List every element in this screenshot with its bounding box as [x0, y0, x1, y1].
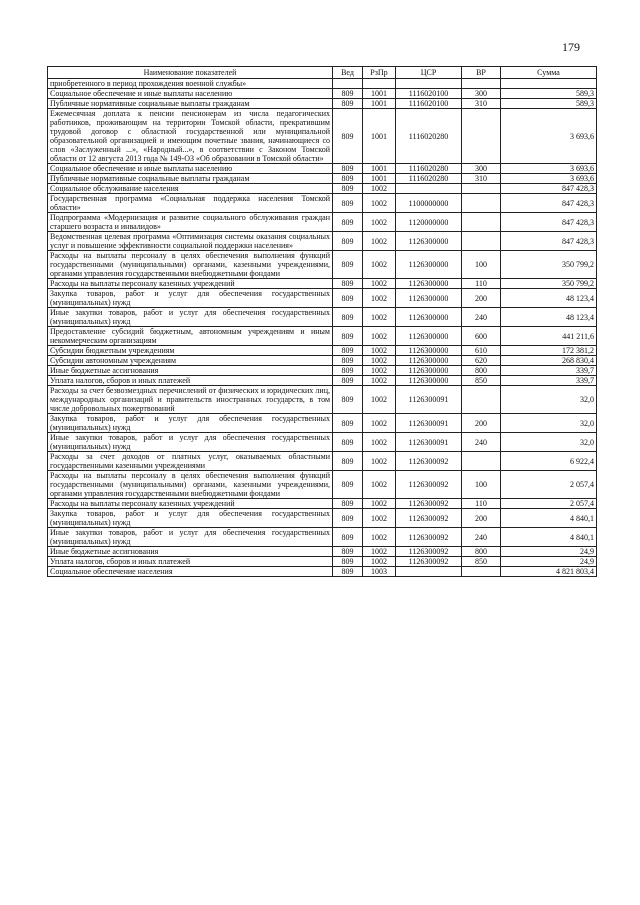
- cell-rzpr: 1002: [363, 289, 396, 308]
- cell-name: Расходы на выплаты персоналу казенных учреждений: [48, 499, 333, 509]
- table-row: [48, 174, 597, 184]
- cell-ved: 809: [333, 386, 363, 414]
- cell-csr: 1126300092: [396, 528, 462, 547]
- cell-ved: 809: [333, 164, 363, 174]
- cell-name: приобретенного в период прохождения военной службы»: [48, 79, 333, 89]
- cell-vr: 100: [462, 251, 501, 279]
- cell-csr: 1116020100: [396, 89, 462, 99]
- cell-ved: 809: [333, 89, 363, 99]
- cell-ved: 809: [333, 346, 363, 356]
- cell-rzpr: 1002: [363, 386, 396, 414]
- cell-csr: 1126300000: [396, 232, 462, 251]
- cell-vr: 240: [462, 433, 501, 452]
- cell-rzpr: 1002: [363, 366, 396, 376]
- cell-sum: 350 799,2: [501, 279, 597, 289]
- table-row: [48, 232, 597, 251]
- cell-ved: 809: [333, 557, 363, 567]
- cell-ved: 809: [333, 109, 363, 164]
- cell-rzpr: 1002: [363, 509, 396, 528]
- cell-csr: 1126300000: [396, 376, 462, 386]
- cell-name: Расходы на выплаты персоналу в целях обеспечения выполнения функций государственными (муниципальными) органами, казенными учреждениями, органами управления государственными внебюджетными фондами: [48, 471, 333, 499]
- cell-vr: 600: [462, 327, 501, 346]
- cell-rzpr: 1002: [363, 433, 396, 452]
- table-row: [48, 557, 597, 567]
- cell-rzpr: 1001: [363, 99, 396, 109]
- table-row: [48, 433, 597, 452]
- cell-rzpr: 1001: [363, 109, 396, 164]
- table-row: [48, 499, 597, 509]
- cell-sum: 847 428,3: [501, 184, 597, 194]
- cell-name: Уплата налогов, сборов и иных платежей: [48, 557, 333, 567]
- cell-csr: 1126300092: [396, 509, 462, 528]
- cell-csr: 1100000000: [396, 194, 462, 213]
- cell-csr: [396, 79, 462, 89]
- cell-csr: 1126300000: [396, 346, 462, 356]
- cell-csr: [396, 184, 462, 194]
- cell-vr: [462, 567, 501, 577]
- cell-name: Публичные нормативные социальные выплаты гражданам: [48, 99, 333, 109]
- table-row: [48, 213, 597, 232]
- cell-rzpr: 1002: [363, 327, 396, 346]
- cell-ved: 809: [333, 547, 363, 557]
- cell-name: Социальное обеспечение населения: [48, 567, 333, 577]
- cell-csr: 1126300000: [396, 279, 462, 289]
- cell-ved: 809: [333, 452, 363, 471]
- cell-rzpr: 1002: [363, 471, 396, 499]
- cell-ved: 809: [333, 356, 363, 366]
- cell-vr: 200: [462, 509, 501, 528]
- cell-sum: 3 693,6: [501, 164, 597, 174]
- cell-vr: 300: [462, 89, 501, 99]
- cell-name: Социальное обслуживание населения: [48, 184, 333, 194]
- cell-ved: 809: [333, 327, 363, 346]
- table-row: [48, 452, 597, 471]
- cell-ved: 809: [333, 279, 363, 289]
- table-row: [48, 79, 597, 89]
- cell-rzpr: 1001: [363, 164, 396, 174]
- cell-name: Иные закупки товаров, работ и услуг для обеспечения государственных (муниципальных) нужд: [48, 528, 333, 547]
- cell-rzpr: 1003: [363, 567, 396, 577]
- table-row: [48, 327, 597, 346]
- cell-name: Иные закупки товаров, работ и услуг для обеспечения государственных (муниципальных) нужд: [48, 308, 333, 327]
- cell-ved: 809: [333, 376, 363, 386]
- cell-name: Расходы за счет доходов от платных услуг, оказываемых областными государственными казенными учреждениями: [48, 452, 333, 471]
- cell-rzpr: 1001: [363, 174, 396, 184]
- cell-sum: 847 428,3: [501, 194, 597, 213]
- cell-sum: 32,0: [501, 433, 597, 452]
- table-row: [48, 567, 597, 577]
- cell-name: Предоставление субсидий бюджетным, автономным учреждениям и иным некоммерческим организациям: [48, 327, 333, 346]
- cell-sum: 847 428,3: [501, 213, 597, 232]
- table-row: [48, 509, 597, 528]
- table-row: [48, 346, 597, 356]
- table-row: [48, 109, 597, 164]
- table-header-row: [48, 67, 597, 79]
- cell-ved: 809: [333, 289, 363, 308]
- cell-sum: 268 830,4: [501, 356, 597, 366]
- cell-rzpr: 1002: [363, 414, 396, 433]
- cell-sum: [501, 79, 597, 89]
- cell-vr: 110: [462, 499, 501, 509]
- cell-vr: 310: [462, 174, 501, 184]
- table-row: [48, 279, 597, 289]
- cell-rzpr: [363, 79, 396, 89]
- cell-sum: 48 123,4: [501, 289, 597, 308]
- cell-sum: 339,7: [501, 376, 597, 386]
- cell-name: Субсидии автономным учреждениям: [48, 356, 333, 366]
- cell-sum: 339,7: [501, 366, 597, 376]
- cell-name: Закупка товаров, работ и услуг для обеспечения государственных (муниципальных) нужд: [48, 289, 333, 308]
- cell-name: Социальное обеспечение и иные выплаты населению: [48, 164, 333, 174]
- cell-rzpr: 1001: [363, 89, 396, 99]
- cell-sum: 2 057,4: [501, 499, 597, 509]
- cell-sum: 24,9: [501, 547, 597, 557]
- cell-vr: [462, 232, 501, 251]
- cell-name: Иные бюджетные ассигнования: [48, 366, 333, 376]
- cell-vr: 200: [462, 414, 501, 433]
- cell-rzpr: 1002: [363, 279, 396, 289]
- cell-rzpr: 1002: [363, 452, 396, 471]
- cell-csr: 1126300000: [396, 308, 462, 327]
- table-row: [48, 414, 597, 433]
- cell-csr: 1126300091: [396, 386, 462, 414]
- cell-ved: 809: [333, 366, 363, 376]
- cell-name: Ежемесячная доплата к пенсии пенсионерам из числа педагогических работников, проживающим на территории Томской области, прекратившим трудовой договор с областной государственной или муниципальной образовательной организацией и имеющим почетные звания, начинающиеся со слов «Заслуженный ...», «Народный...», в соответствии с Законом Томской области от 12 августа 2013 года № 149-ОЗ «Об образовании в Томской области»: [48, 109, 333, 164]
- table-row: [48, 356, 597, 366]
- cell-sum: 6 922,4: [501, 452, 597, 471]
- cell-vr: [462, 386, 501, 414]
- table-row: [48, 89, 597, 99]
- cell-vr: [462, 194, 501, 213]
- cell-vr: 300: [462, 164, 501, 174]
- cell-sum: 3 693,6: [501, 109, 597, 164]
- cell-ved: 809: [333, 251, 363, 279]
- cell-vr: 610: [462, 346, 501, 356]
- cell-vr: [462, 213, 501, 232]
- cell-ved: 809: [333, 471, 363, 499]
- cell-vr: [462, 109, 501, 164]
- table-row: [48, 386, 597, 414]
- cell-sum: 4 821 803,4: [501, 567, 597, 577]
- cell-rzpr: 1002: [363, 547, 396, 557]
- header-ved: Вед: [333, 67, 363, 79]
- header-sum: Сумма: [501, 67, 597, 79]
- cell-sum: 847 428,3: [501, 232, 597, 251]
- table-row: [48, 194, 597, 213]
- cell-sum: 24,9: [501, 557, 597, 567]
- cell-sum: 32,0: [501, 414, 597, 433]
- cell-name: Закупка товаров, работ и услуг для обеспечения государственных (муниципальных) нужд: [48, 509, 333, 528]
- cell-csr: 1126300000: [396, 327, 462, 346]
- table-row: [48, 376, 597, 386]
- cell-sum: 2 057,4: [501, 471, 597, 499]
- cell-csr: 1126300092: [396, 547, 462, 557]
- table-row: [48, 547, 597, 557]
- cell-csr: 1120000000: [396, 213, 462, 232]
- table-row: [48, 99, 597, 109]
- cell-vr: 310: [462, 99, 501, 109]
- cell-sum: 3 693,6: [501, 174, 597, 184]
- cell-rzpr: 1002: [363, 308, 396, 327]
- cell-vr: 800: [462, 366, 501, 376]
- cell-vr: 100: [462, 471, 501, 499]
- header-csr: ЦСР: [396, 67, 462, 79]
- cell-sum: 48 123,4: [501, 308, 597, 327]
- cell-ved: 809: [333, 499, 363, 509]
- cell-rzpr: 1002: [363, 346, 396, 356]
- cell-ved: 809: [333, 509, 363, 528]
- cell-ved: 809: [333, 414, 363, 433]
- cell-ved: 809: [333, 194, 363, 213]
- table-row: [48, 366, 597, 376]
- table-row: [48, 308, 597, 327]
- cell-rzpr: 1002: [363, 499, 396, 509]
- cell-csr: 1116020280: [396, 174, 462, 184]
- cell-name: Государственная программа «Социальная поддержка населения Томской области»: [48, 194, 333, 213]
- cell-csr: [396, 567, 462, 577]
- cell-sum: 441 211,6: [501, 327, 597, 346]
- cell-ved: [333, 79, 363, 89]
- table-row: [48, 289, 597, 308]
- table-row: [48, 251, 597, 279]
- cell-csr: 1126300000: [396, 251, 462, 279]
- cell-csr: 1116020280: [396, 109, 462, 164]
- table-row: [48, 164, 597, 174]
- header-rzpr: РзПр: [363, 67, 396, 79]
- cell-vr: 240: [462, 308, 501, 327]
- cell-csr: 1126300091: [396, 414, 462, 433]
- cell-name: Публичные нормативные социальные выплаты гражданам: [48, 174, 333, 184]
- cell-csr: 1126300000: [396, 356, 462, 366]
- cell-vr: [462, 184, 501, 194]
- cell-csr: 1126300000: [396, 289, 462, 308]
- cell-vr: 200: [462, 289, 501, 308]
- cell-csr: 1126300092: [396, 499, 462, 509]
- cell-csr: 1126300092: [396, 471, 462, 499]
- cell-name: Уплата налогов, сборов и иных платежей: [48, 376, 333, 386]
- cell-vr: 800: [462, 547, 501, 557]
- cell-sum: 589,3: [501, 99, 597, 109]
- cell-name: Расходы на выплаты персоналу казенных учреждений: [48, 279, 333, 289]
- cell-rzpr: 1002: [363, 213, 396, 232]
- table-row: [48, 184, 597, 194]
- cell-sum: 589,3: [501, 89, 597, 99]
- cell-ved: 809: [333, 232, 363, 251]
- cell-rzpr: 1002: [363, 356, 396, 366]
- cell-rzpr: 1002: [363, 251, 396, 279]
- cell-name: Закупка товаров, работ и услуг для обеспечения государственных (муниципальных) нужд: [48, 414, 333, 433]
- cell-sum: 4 840,1: [501, 528, 597, 547]
- cell-csr: 1126300092: [396, 452, 462, 471]
- cell-vr: 240: [462, 528, 501, 547]
- cell-vr: 620: [462, 356, 501, 366]
- cell-csr: 1126300092: [396, 557, 462, 567]
- cell-rzpr: 1002: [363, 232, 396, 251]
- cell-rzpr: 1002: [363, 184, 396, 194]
- cell-vr: [462, 452, 501, 471]
- cell-name: Субсидии бюджетным учреждениям: [48, 346, 333, 356]
- cell-rzpr: 1002: [363, 376, 396, 386]
- page-number: 179: [562, 40, 580, 54]
- cell-rzpr: 1002: [363, 557, 396, 567]
- cell-ved: 809: [333, 184, 363, 194]
- cell-name: Социальное обеспечение и иные выплаты населению: [48, 89, 333, 99]
- cell-csr: 1116020280: [396, 164, 462, 174]
- cell-vr: [462, 79, 501, 89]
- cell-rzpr: 1002: [363, 528, 396, 547]
- cell-sum: 32,0: [501, 386, 597, 414]
- cell-vr: 110: [462, 279, 501, 289]
- cell-sum: 4 840,1: [501, 509, 597, 528]
- cell-ved: 809: [333, 213, 363, 232]
- cell-vr: 850: [462, 557, 501, 567]
- cell-ved: 809: [333, 174, 363, 184]
- cell-name: Расходы на выплаты персоналу в целях обеспечения выполнения функций государственными (муниципальными) органами, казенными учреждениями, органами управления государственными внебюджетными фондами: [48, 251, 333, 279]
- cell-name: Иные бюджетные ассигнования: [48, 547, 333, 557]
- cell-sum: 172 381,2: [501, 346, 597, 356]
- cell-csr: 1116020100: [396, 99, 462, 109]
- table-row: [48, 471, 597, 499]
- cell-rzpr: 1002: [363, 194, 396, 213]
- cell-name: Подпрограмма «Модернизация и развитие социального обслуживания граждан старшего возраста и инвалидов»: [48, 213, 333, 232]
- table-row: [48, 528, 597, 547]
- header-name: Наименование показателей: [48, 67, 333, 79]
- cell-name: Расходы за счет безвозмездных перечислений от физических и юридических лиц, международных организаций и правительств иностранных государств, в том числе добровольных пожертвований: [48, 386, 333, 414]
- cell-csr: 1126300000: [396, 366, 462, 376]
- cell-ved: 809: [333, 99, 363, 109]
- cell-ved: 809: [333, 308, 363, 327]
- cell-ved: 809: [333, 433, 363, 452]
- cell-name: Иные закупки товаров, работ и услуг для обеспечения государственных (муниципальных) нужд: [48, 433, 333, 452]
- cell-vr: 850: [462, 376, 501, 386]
- budget-table: [47, 66, 597, 577]
- header-vr: ВР: [462, 67, 501, 79]
- cell-ved: 809: [333, 528, 363, 547]
- cell-name: Ведомственная целевая программа «Оптимизация системы оказания социальных услуг и повышение эффективности социальной поддержки населения»: [48, 232, 333, 251]
- cell-csr: 1126300091: [396, 433, 462, 452]
- cell-sum: 350 799,2: [501, 251, 597, 279]
- cell-ved: 809: [333, 567, 363, 577]
